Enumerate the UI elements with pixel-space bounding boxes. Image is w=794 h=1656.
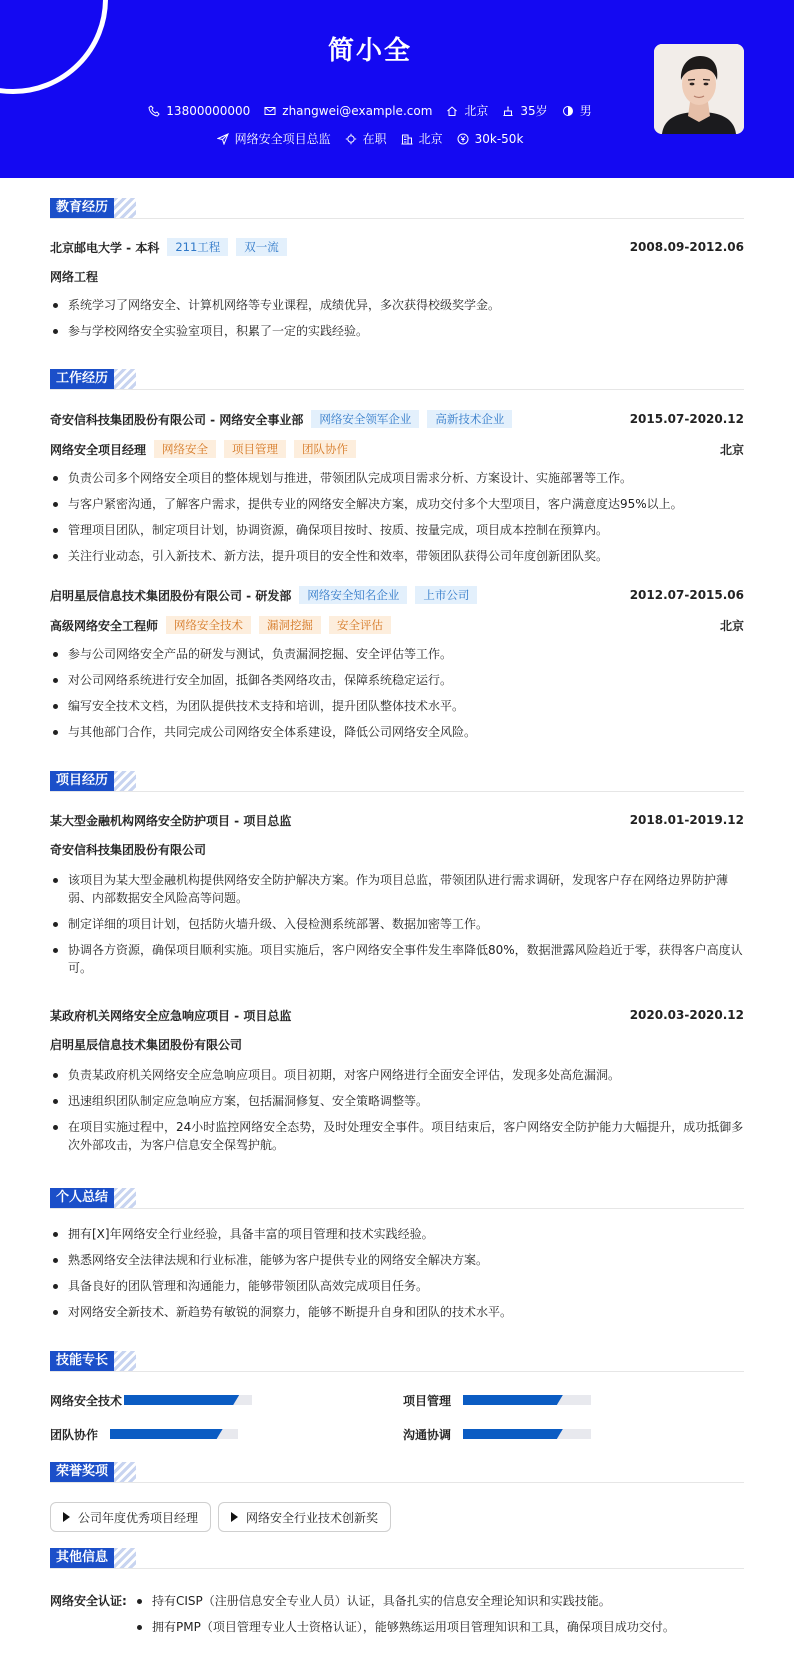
other-title-label: 其他信息: [50, 1548, 114, 1568]
status-text: 在职: [362, 132, 387, 146]
work-section-title: [50, 369, 136, 389]
list-item: 负责某政府机关网络安全应急响应项目。项目初期，对客户网络进行全面安全评估，发现多处高危漏洞。: [50, 1066, 744, 1084]
list-item: 迅速组织团队制定应急响应方案，包括漏洞修复、安全策略调整等。: [50, 1092, 744, 1110]
list-item: 参与学校网络安全实验室项目，积累了一定的实践经验。: [50, 322, 744, 340]
profile-photo: [654, 44, 744, 134]
project-bullets: [50, 1066, 744, 1162]
job-position: 网络安全项目经理: [50, 442, 147, 457]
list-item: 负责公司多个网络安全项目的整体规划与推进，带领团队完成项目需求分析、方案设计、实施部署等工作。: [50, 469, 744, 487]
education-section-title: [50, 198, 136, 218]
skill-item: [403, 1393, 591, 1407]
phone-info: [148, 102, 250, 119]
list-item: 持有CISP（注册信息安全专业人员）认证，具备扎实的信息安全理论知识和实践技能。: [134, 1592, 744, 1610]
job-header-row: [50, 586, 744, 604]
other-section-title: [50, 1548, 136, 1568]
section-divider: [50, 1208, 744, 1209]
company-tag: 网络安全知名企业: [299, 586, 407, 604]
email-text: zhangwei@example.com: [282, 103, 433, 118]
gender-icon: [562, 105, 574, 117]
projects-title-label: 项目经历: [50, 771, 114, 791]
skill-tag: 项目管理: [224, 440, 286, 458]
job-bullets: [50, 469, 744, 573]
section-divider: [50, 1568, 744, 1569]
list-item: 制定详细的项目计划，包括防火墙升级、入侵检测系统部署、数据加密等工作。: [50, 915, 744, 933]
project-name: 某政府机关网络安全应急响应项目 - 项目总监: [50, 1008, 292, 1023]
email-info: [264, 102, 432, 119]
title-stripe-decoration: [114, 1351, 136, 1371]
job-header-row: [50, 410, 744, 428]
job-position-row: [50, 440, 744, 458]
certification-bullets: [134, 1592, 744, 1644]
send-icon: [217, 133, 229, 145]
skill-tag: 网络安全: [154, 440, 216, 458]
job-target-text: 网络安全项目总监: [234, 132, 331, 146]
triangle-right-icon: [63, 1512, 70, 1522]
project-header-row: [50, 1006, 744, 1024]
award-label: 网络安全行业技术创新奖: [246, 1510, 379, 1525]
gender-text: 男: [579, 104, 592, 118]
list-item: 与其他部门合作，共同完成公司网络安全体系建设，降低公司网络安全风险。: [50, 723, 744, 741]
money-icon: [457, 133, 469, 145]
job-position-row: [50, 616, 744, 634]
project-header-row: [50, 811, 744, 829]
project-period: 2020.03-2020.12: [629, 1008, 744, 1022]
section-divider: [50, 791, 744, 792]
section-divider: [50, 389, 744, 390]
list-item: 该项目为某大型金融机构提供网络安全防护解决方案。作为项目总监，带领团队进行需求调研，发现客户存在网络边界防护薄弱、内部数据安全风险高等问题。: [50, 871, 744, 907]
mail-icon: [264, 105, 276, 117]
job-period: 2012.07-2015.06: [629, 588, 744, 602]
location-text: 北京: [464, 104, 489, 118]
title-stripe-decoration: [114, 1188, 136, 1208]
education-period: 2008.09-2012.06: [629, 240, 744, 254]
section-divider: [50, 218, 744, 219]
school-tag: 211工程: [167, 238, 228, 256]
job-target-info: [217, 130, 331, 147]
summary-bullets: [50, 1225, 744, 1329]
phone-icon: [148, 105, 160, 117]
location-info: [446, 102, 488, 119]
school-tag: 双一流: [236, 238, 287, 256]
award-label: 公司年度优秀项目经理: [78, 1510, 199, 1525]
summary-section-title: [50, 1188, 136, 1208]
skill-bar-track: [124, 1395, 252, 1405]
list-item: 参与公司网络安全产品的研发与测试，负责漏洞挖掘、安全评估等工作。: [50, 645, 744, 663]
title-stripe-decoration: [114, 198, 136, 218]
job-position: 高级网络安全工程师: [50, 618, 159, 633]
job-bullets: [50, 645, 744, 749]
award-item: [218, 1502, 391, 1532]
list-item: 系统学习了网络安全、计算机网络等专业课程，成绩优异，多次获得校级奖学金。: [50, 296, 744, 314]
skill-item: [50, 1427, 238, 1441]
resume-header: [0, 0, 794, 178]
age-icon: [502, 105, 514, 117]
skill-name: 团队协作: [50, 1427, 99, 1442]
project-bullets: [50, 871, 744, 985]
list-item: 拥有[X]年网络安全行业经验，具备丰富的项目管理和技术实践经验。: [50, 1225, 744, 1243]
title-stripe-decoration: [114, 1548, 136, 1568]
job-period: 2015.07-2020.12: [629, 412, 744, 426]
city-info: [401, 130, 443, 147]
skill-tag: 漏洞挖掘: [259, 616, 321, 634]
section-divider: [50, 1482, 744, 1483]
home-icon: [446, 105, 458, 117]
skills-section-title: [50, 1351, 136, 1371]
building-icon: [401, 133, 413, 145]
education-header-row: [50, 238, 744, 256]
skill-name: 项目管理: [403, 1393, 452, 1408]
certification-label: 网络安全认证:: [50, 1594, 127, 1608]
list-item: 对公司网络系统进行安全加固，抵御各类网络攻击，保障系统稳定运行。: [50, 671, 744, 689]
skill-bar-fill: [110, 1429, 223, 1439]
gender-info: [562, 102, 592, 119]
skill-name: 网络安全技术: [50, 1393, 123, 1408]
company-name: 奇安信科技集团股份有限公司 - 网络安全事业部: [50, 412, 304, 427]
award-item: [50, 1502, 211, 1532]
work-title-label: 工作经历: [50, 369, 114, 389]
contact-row: [0, 102, 740, 119]
skill-tag: 网络安全技术: [166, 616, 251, 634]
phone-text: 13800000000: [166, 103, 251, 118]
company-name: 启明星辰信息技术集团股份有限公司 - 研发部: [50, 588, 292, 603]
awards-section-title: [50, 1462, 136, 1482]
status-info: [345, 130, 387, 147]
project-company: 启明星辰信息技术集团股份有限公司: [50, 1038, 243, 1052]
list-item: 与客户紧密沟通，了解客户需求，提供专业的网络安全解决方案，成功交付多个大型项目，客户满意度达95%以上。: [50, 495, 744, 513]
job-city: 北京: [719, 442, 744, 457]
project-period: 2018.01-2019.12: [629, 813, 744, 827]
city-text: 北京: [418, 132, 443, 146]
project-name: 某大型金融机构网络安全防护项目 - 项目总监: [50, 813, 292, 828]
company-tag: 网络安全领军企业: [311, 410, 419, 428]
list-item: 在项目实施过程中，24小时监控网络安全态势，及时处理安全事件。项目结束后，客户网络安全防护能力大幅提升，成功抵御多次外部攻击，为客户信息安全保驾护航。: [50, 1118, 744, 1154]
list-item: 编写安全技术文档，为团队提供技术支持和培训，提升团队整体技术水平。: [50, 697, 744, 715]
title-stripe-decoration: [114, 771, 136, 791]
list-item: 具备良好的团队管理和沟通能力，能够带领团队高效完成项目任务。: [50, 1277, 744, 1295]
skill-bar-fill: [463, 1429, 563, 1439]
list-item: 管理项目团队，制定项目计划，协调资源，确保项目按时、按质、按量完成，项目成本控制在预算内。: [50, 521, 744, 539]
status-icon: [345, 133, 357, 145]
list-item: 拥有PMP（项目管理专业人士资格认证），能够熟练运用项目管理知识和工具，确保项目成功交付。: [134, 1618, 744, 1636]
skill-bar-track: [463, 1395, 591, 1405]
list-item: 协调各方资源，确保项目顺利实施。项目实施后，客户网络安全事件发生率降低80%，数据泄露风险趋近于零，获得客户高度认可。: [50, 941, 744, 977]
skill-bar-fill: [124, 1395, 239, 1405]
title-stripe-decoration: [114, 1462, 136, 1482]
title-stripe-decoration: [114, 369, 136, 389]
intent-row: [0, 130, 740, 147]
school-name: 北京邮电大学 - 本科: [50, 240, 160, 255]
education-major: 网络工程: [50, 270, 99, 284]
triangle-right-icon: [231, 1512, 238, 1522]
company-tag: 高新技术企业: [427, 410, 512, 428]
skill-item: [403, 1427, 591, 1441]
salary-text: 30k-50k: [474, 131, 524, 146]
age-info: [502, 102, 547, 119]
skills-title-label: 技能专长: [50, 1351, 114, 1371]
skill-tag: 团队协作: [294, 440, 356, 458]
list-item: 关注行业动态，引入新技术、新方法，提升项目的安全性和效率，带领团队获得公司年度创新团队奖。: [50, 547, 744, 565]
section-divider: [50, 1371, 744, 1372]
summary-title-label: 个人总结: [50, 1188, 114, 1208]
projects-section-title: [50, 771, 136, 791]
list-item: 熟悉网络安全法律法规和行业标准，能够为客户提供专业的网络安全解决方案。: [50, 1251, 744, 1269]
skill-item: [50, 1393, 252, 1407]
skill-bar-track: [110, 1429, 238, 1439]
job-city: 北京: [719, 618, 744, 633]
skill-bar-track: [463, 1429, 591, 1439]
education-bullets: [50, 296, 744, 348]
list-item: 对网络安全新技术、新趋势有敏锐的洞察力，能够不断提升自身和团队的技术水平。: [50, 1303, 744, 1321]
candidate-name: 简小全: [327, 36, 412, 66]
skill-name: 沟通协调: [403, 1427, 452, 1442]
project-company: 奇安信科技集团股份有限公司: [50, 843, 207, 857]
skill-tag: 安全评估: [329, 616, 391, 634]
age-text: 35岁: [520, 104, 548, 118]
education-title-label: 教育经历: [50, 198, 114, 218]
company-tag: 上市公司: [415, 586, 477, 604]
awards-title-label: 荣誉奖项: [50, 1462, 114, 1482]
skill-bar-fill: [463, 1395, 563, 1405]
salary-info: [457, 130, 524, 147]
